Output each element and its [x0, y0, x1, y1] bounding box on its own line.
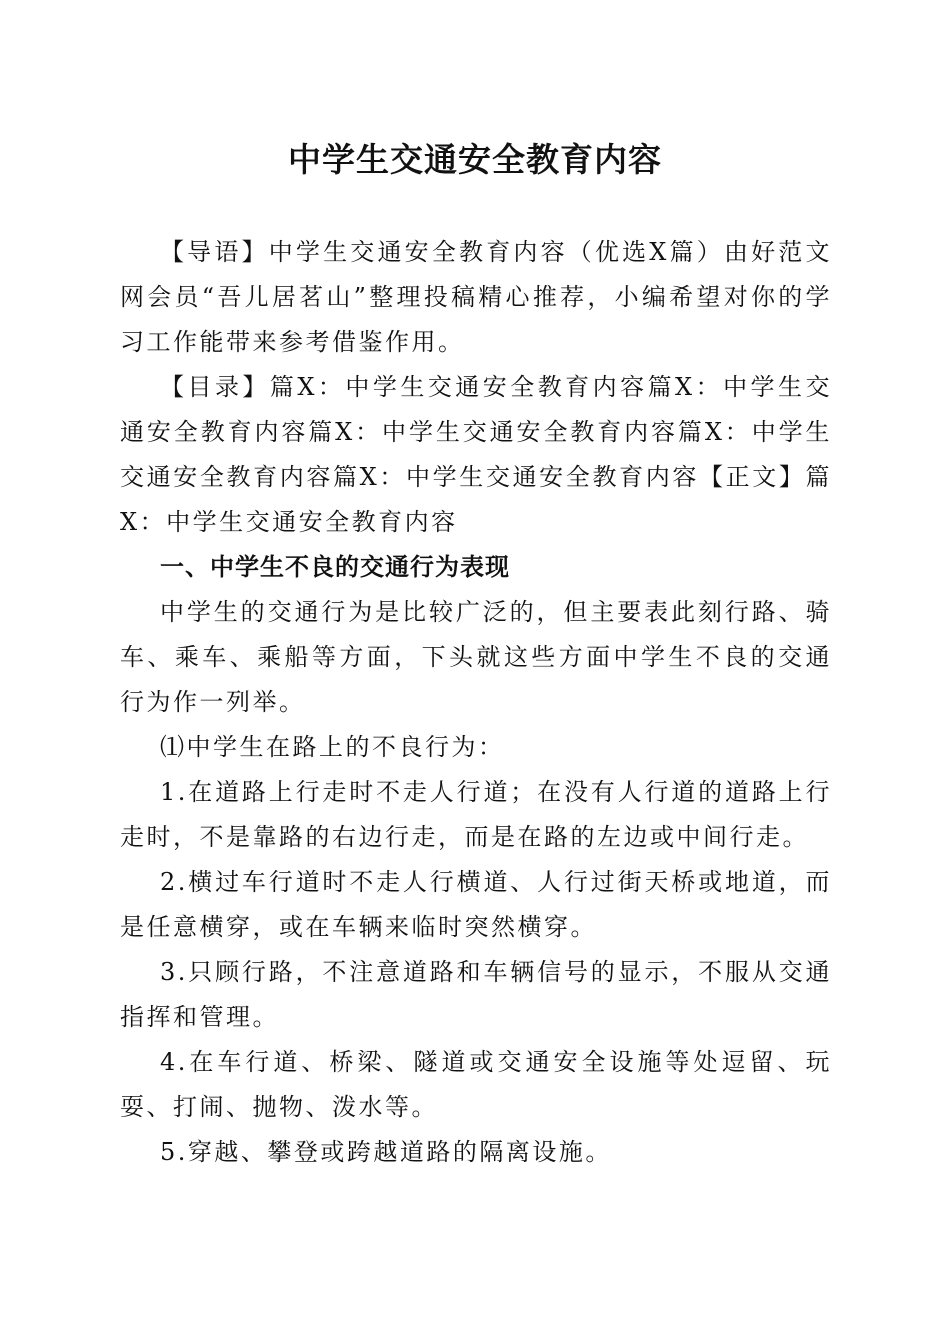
intro-paragraph: 【导语】中学生交通安全教育内容（优选X篇）由好范文网会员“吾儿居茗山”整理投稿精心推荐，小编希望对你的学习工作能带来参考借鉴作用。 [120, 238, 832, 356]
list-item: 1.在道路上行走时不走人行道；在没有人行道的道路上行走时，不是靠路的右边行走，而是在路的左边或中间行走。 [120, 778, 832, 851]
toc-paragraph: 【目录】篇X：中学生交通安全教育内容篇X：中学生交通安全教育内容篇X：中学生交通安全教育内容篇X：中学生交通安全教育内容篇X：中学生交通安全教育内容【正文】篇X：中学生交通安全教育内容 [120, 373, 832, 536]
list-item: 4.在车行道、桥梁、隧道或交通安全设施等处逗留、玩耍、打闹、抛物、泼水等。 [120, 1048, 832, 1121]
document-title: 中学生交通安全教育内容 [288, 140, 662, 179]
list-item: 3.只顾行路，不注意道路和车辆信号的显示，不服从交通指挥和管理。 [120, 958, 832, 1031]
subsection-heading: ⑴中学生在路上的不良行为： [160, 733, 505, 761]
list-item: 5.穿越、攀登或跨越道路的隔离设施。 [160, 1138, 612, 1166]
document-body [120, 230, 832, 1175]
section-heading: 一、中学生不良的交通行为表现 [160, 553, 510, 581]
body-paragraph: 中学生的交通行为是比较广泛的，但主要表此刻行路、骑车、乘车、乘船等方面，下头就这些方面中学生不良的交通行为作一列举。 [120, 598, 832, 716]
list-item: 2.横过车行道时不走人行横道、人行过街天桥或地道，而是任意横穿，或在车辆来临时突然横穿。 [120, 868, 832, 941]
